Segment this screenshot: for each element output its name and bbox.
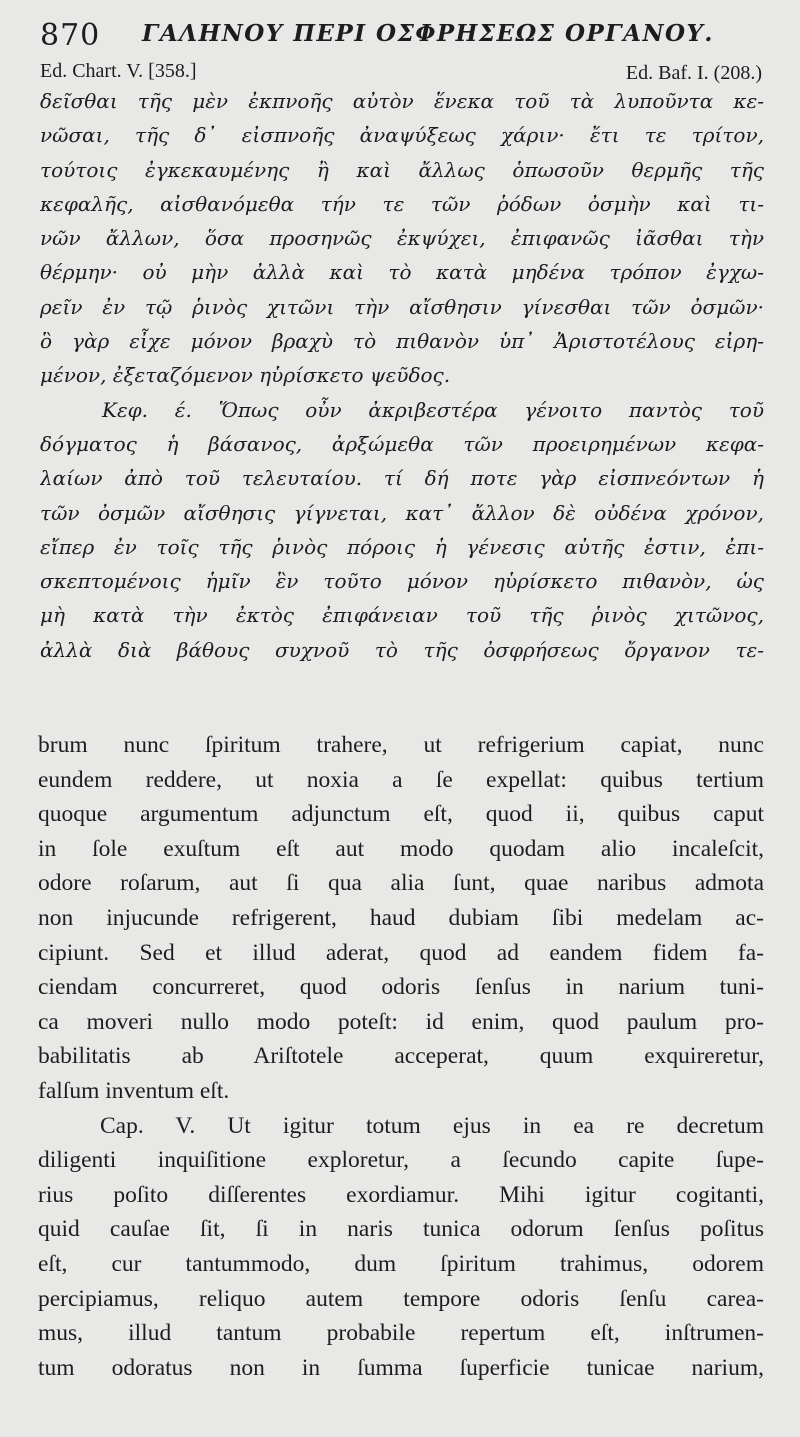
page-header — [40, 14, 760, 54]
greek-line: τούτοις ἐγκεκαυμένης ἢ καὶ ἄλλως ὁπωσοῦν θερμῆς τῆς — [40, 157, 764, 182]
latin-line: quid cauſae ſit, ſi in naris tunica odorum ſenſus poſitus — [38, 1216, 764, 1243]
latin-line: diligenti inquiſitione exploretur, a ſecundo capite ſupe- — [38, 1147, 764, 1174]
latin-line: babilitatis ab Ariſtotele acceperat, quum exquireretur, — [38, 1043, 764, 1070]
latin-line: eſt, cur tantummodo, dum ſpiritum trahimus, odorem — [38, 1250, 764, 1277]
greek-line: εἴπερ ἐν τοῖς τῆς ῥινὸς πόροις ἡ γένεσις αὐτῆς ἐστιν, ἐπι- — [40, 534, 764, 559]
greek-line: νῶσαι, τῆς δ᾽ εἰσπνοῆς ἀναψύξεως χάριν· ἔτι τε τρίτον, — [40, 123, 764, 148]
greek-line: λαίων ἀπὸ τοῦ τελευταίου. τί δή ποτε γὰρ εἰσπνεόντων ἡ — [40, 466, 764, 491]
greek-text — [40, 84, 764, 667]
greek-line: κεφαλῆς, αἰσθανόμεθα τήν τε τῶν ῥόδων ὀσμὴν καὶ τι- — [40, 191, 764, 216]
greek-line: τῶν ὀσμῶν αἴσθησις γίγνεται, κατ᾽ ἄλλον δὲ οὐδένα χρόνον, — [40, 500, 764, 525]
latin-line: tum odoratus non in ſumma ſuperficie tunicae narium, — [38, 1354, 764, 1381]
latin-line: brum nunc ſpiritum trahere, ut refrigerium capiat, nunc — [38, 732, 764, 758]
greek-line: μὴ κατὰ τὴν ἐκτὸς ἐπιφάνειαν τοῦ τῆς ῥινὸς χιτῶνος, — [40, 603, 764, 628]
edition-chartier: Ed. Chart. V. [358.] — [40, 60, 197, 82]
greek-line: σκεπτομένοις ἡμῖν ἓν τοῦτο μόνον ηὑρίσκετο πιθανὸν, ὡς — [40, 569, 764, 594]
greek-line: θέρμην· οὐ μὴν ἀλλὰ καὶ τὸ κατὰ μηδένα τρόπον ἐγχω- — [40, 260, 764, 285]
greek-line: ἀλλὰ διὰ βάθους συχνοῦ τὸ τῆς ὀσφρήσεως ὄργανον τε- — [40, 637, 764, 662]
latin-line: eundem reddere, ut noxia a ſe expellat: quibus tertium — [38, 766, 764, 793]
edition-references — [40, 60, 762, 86]
edition-basel: Ed. Baf. I. (208.) — [625, 62, 762, 84]
greek-line: ὃ γὰρ εἶχε μόνον βραχὺ τὸ πιθανὸν ὑπ᾽ Ἀριστοτέλους εἰρη- — [40, 329, 764, 354]
latin-text — [38, 728, 764, 1385]
latin-line: rius poſito diſſerentes exordiamur. Mihi igitur cogitanti, — [38, 1181, 764, 1208]
latin-chapter-heading-line: Cap. V. Ut igitur totum ejus in ea re decretum — [100, 1112, 764, 1139]
greek-line: δεῖσθαι τῆς μὲν ἐκπνοῆς αὐτὸν ἕνεκα τοῦ τὰ λυποῦντα κε- — [40, 89, 764, 113]
latin-line: percipiamus, reliquo autem tempore odoris ſenſu carea- — [38, 1285, 764, 1312]
greek-line: ρεῖν ἐν τῷ ῥινὸς χιτῶνι τὴν αἴσθησιν γίνεσθαι τῶν ὀσμῶν· — [40, 294, 764, 319]
latin-line: quoque argumentum adjunctum eſt, quod ii, quibus caput — [38, 801, 764, 828]
greek-line: νῶν ἄλλων, ὅσα προσηνῶς ἐκψύχει, ἐπιφανῶς ἰᾶσθαι τὴν — [40, 226, 764, 251]
latin-line: falſum inventum eſt. — [38, 1077, 230, 1104]
greek-line: μένον, ἐξεταζόμενον ηὑρίσκετο ψεῦδος. — [40, 363, 451, 388]
page-number: 870 — [40, 18, 101, 53]
latin-line: ciendam concurreret, quod odoris ſenſus in narium tuni- — [38, 974, 764, 1001]
latin-line: in ſole exuſtum eſt aut modo quodam alio incaleſcit, — [38, 835, 764, 862]
latin-line: cipiunt. Sed et illud aderat, quod ad eandem fidem fa- — [38, 939, 764, 966]
latin-line: ca moveri nullo modo poteſt: id enim, quod paulum pro- — [38, 1008, 764, 1035]
latin-line: non injucunde refrigerent, haud dubiam ſibi medelam ac- — [38, 904, 764, 931]
latin-line: mus, illud tantum probabile repertum eſt, inſtrumen- — [38, 1320, 764, 1347]
running-title: ΓΑΛΗΝΟΥ ΠΕΡΙ ΟΣΦΡΗΣΕΩΣ ΟΡΓΑΝΟΥ. — [142, 20, 714, 47]
greek-chapter-heading-line: Κεφ. έ. Ὅπως οὖν ἀκριβεστέρα γένοιτο παντὸς τοῦ — [102, 397, 764, 422]
latin-line: odore roſarum, aut ſi qua alia ſunt, quae naribus admota — [38, 870, 764, 897]
greek-line: δόγματος ἡ βάσανος, ἀρξώμεθα τῶν προειρημένων κεφα- — [40, 431, 764, 456]
